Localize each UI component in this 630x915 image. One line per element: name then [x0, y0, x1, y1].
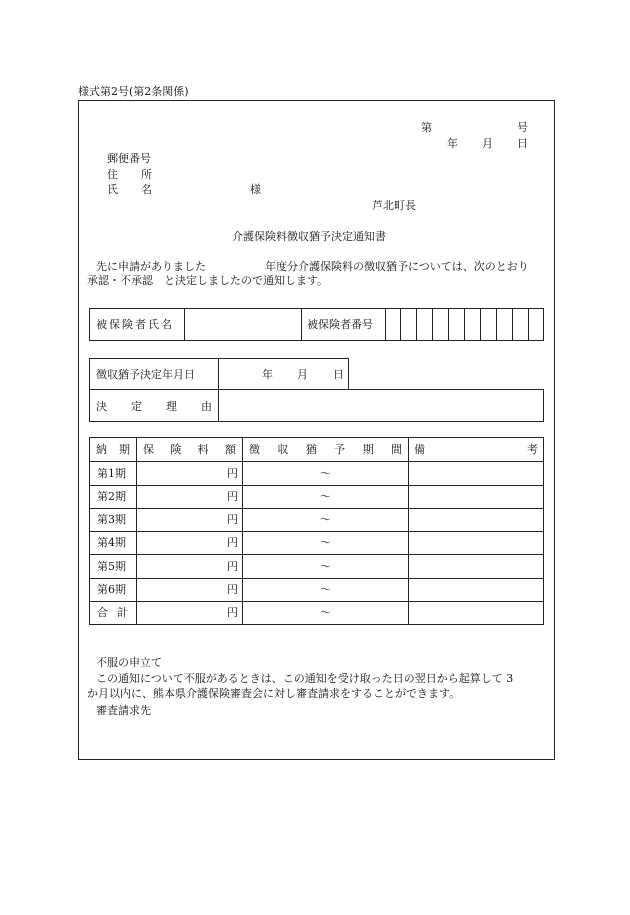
decision-month: 月 — [297, 368, 308, 381]
row-range-tilde: 〜 — [320, 536, 331, 549]
address-label-1: 住 — [107, 168, 118, 181]
row-range-tilde: 〜 — [320, 490, 331, 503]
row-range-tilde: 〜 — [320, 467, 331, 480]
decision-reason-label: 決 定 理 由 — [96, 400, 212, 413]
decision-date-label: 徴収猶予決定年月日 — [96, 368, 195, 381]
row-period-label: 第2期 — [97, 490, 126, 503]
appeal-line1: この通知について不服があるときは、この通知を受け取った日の翌日から起算して 3 — [96, 672, 514, 685]
name-label-1: 氏 — [107, 183, 118, 196]
row-unit: 円 — [227, 536, 238, 549]
row-range-tilde: 〜 — [320, 560, 331, 573]
insured-name-label: 被保険者氏名 — [96, 318, 174, 331]
appeal-heading: 不服の申立て — [96, 656, 162, 669]
form-label: 様式第2号(第2条関係) — [78, 85, 189, 98]
row-period-label: 第6期 — [97, 583, 126, 596]
number-prefix: 第 — [421, 121, 432, 134]
header-deferral-period: 徴 収 猶 予 期 間 — [249, 443, 402, 456]
address-label-2: 所 — [141, 168, 152, 181]
name-label-2: 名 — [141, 183, 152, 196]
decision-year: 年 — [262, 368, 273, 381]
date-day: 日 — [517, 137, 528, 150]
row-total-unit: 円 — [227, 606, 238, 619]
header-period: 納 期 — [96, 443, 130, 456]
row-unit: 円 — [227, 560, 238, 573]
appeal-destination: 審査請求先 — [96, 704, 151, 717]
issuer: 芦北町長 — [372, 199, 416, 212]
intro-line1-a: 先に申請がありました — [96, 260, 206, 273]
row-total-range-tilde: 〜 — [320, 606, 331, 619]
intro-line2: 承認・不承認 と決定しましたので通知します。 — [87, 274, 329, 287]
appeal-line2: か月以内に、熊本県介護保険審査会に対し審査請求をすることができます。 — [87, 687, 461, 700]
postal-code-label: 郵便番号 — [107, 152, 151, 165]
honorific: 様 — [250, 183, 261, 196]
row-period-label: 第1期 — [97, 467, 126, 480]
row-range-tilde: 〜 — [320, 513, 331, 526]
header-remarks: 備 考 — [414, 443, 538, 456]
row-period-label: 第5期 — [97, 560, 126, 573]
row-unit: 円 — [227, 467, 238, 480]
row-period-label: 第3期 — [97, 513, 126, 526]
row-period-label: 第4期 — [97, 536, 126, 549]
date-month: 月 — [482, 137, 493, 150]
row-range-tilde: 〜 — [320, 583, 331, 596]
header-amount: 保 険 料 額 — [143, 443, 236, 456]
row-unit: 円 — [227, 583, 238, 596]
number-suffix: 号 — [517, 121, 528, 134]
insured-number-label: 被保険者番号 — [307, 318, 373, 331]
row-total-label: 合 計 — [97, 606, 128, 619]
document-title: 介護保険料徴収猶予決定通知書 — [232, 230, 386, 243]
intro-line1-b: 年度分介護保険料の徴収猶予については、次のとおり — [265, 260, 529, 273]
row-unit: 円 — [227, 513, 238, 526]
row-unit: 円 — [227, 490, 238, 503]
date-year: 年 — [447, 137, 458, 150]
decision-day: 日 — [333, 368, 344, 381]
